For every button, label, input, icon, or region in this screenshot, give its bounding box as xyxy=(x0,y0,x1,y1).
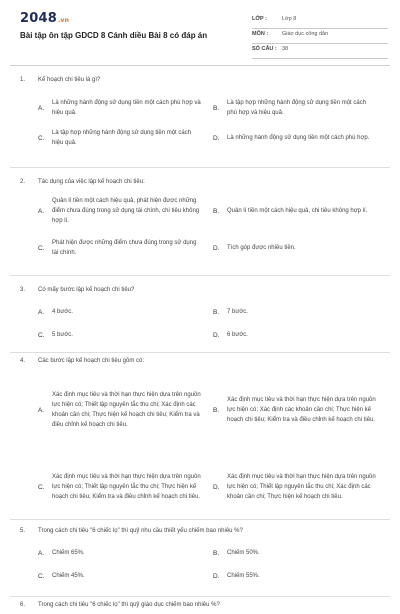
question-6 xyxy=(0,600,400,614)
question-3 xyxy=(0,285,400,347)
question-text: Tác dụng của việc lập kế hoạch chi tiêu: xyxy=(38,179,145,185)
option-text: Là những hành động sử dụng tiền một cách phù hợp. xyxy=(227,135,370,141)
option-letter: D. xyxy=(213,572,220,580)
question-2 xyxy=(0,177,400,267)
question-number: 3. xyxy=(20,287,26,293)
option-grid xyxy=(38,95,388,151)
meta-value: Lớp 8 xyxy=(282,16,297,22)
option-text: Là những hành động sử dụng tiền một cách phù hợp và hiệu quả. xyxy=(52,100,201,116)
option-text: Chiếm 45%. xyxy=(52,573,85,579)
option-grid xyxy=(38,305,388,342)
question-divider xyxy=(10,352,390,353)
option-letter: A. xyxy=(38,406,45,414)
option-d[interactable] xyxy=(213,456,388,518)
option-d[interactable] xyxy=(213,569,388,583)
meta-key: SỐ CÂU : xyxy=(252,46,277,52)
option-letter: A. xyxy=(38,549,45,557)
option-letter: C. xyxy=(38,134,45,142)
option-letter: D. xyxy=(213,244,220,252)
option-b[interactable] xyxy=(213,95,388,121)
meta-value: 38 xyxy=(282,46,289,52)
option-c[interactable] xyxy=(38,569,213,583)
option-b[interactable] xyxy=(213,305,388,319)
question-divider xyxy=(10,275,390,276)
option-letter: D. xyxy=(213,483,220,491)
option-c[interactable] xyxy=(38,456,213,518)
option-text: Chiếm 55%. xyxy=(227,573,260,579)
option-text: Là tập hợp những hành động sử dụng tiền một cách hiệu quả. xyxy=(52,130,192,146)
option-d[interactable] xyxy=(213,125,388,151)
meta-key: LỚP : xyxy=(252,16,267,22)
meta-table xyxy=(252,14,388,59)
question-text: Kế hoạch chi tiêu là gì? xyxy=(38,77,101,83)
option-c[interactable] xyxy=(38,125,213,151)
page-title: Bài tập ôn tập GDCD 8 Cánh diều Bài 8 có đáp án xyxy=(20,31,208,40)
question-1 xyxy=(0,75,400,153)
option-text: 4 bước. xyxy=(52,309,73,315)
option-text: Là tập hợp những hành động sử dụng tiền một cách phù hợp và hiệu quả. xyxy=(227,100,367,116)
option-text: Quản lí tiền một cách hiệu quả, chi tiêu không hợp lí. xyxy=(227,208,368,214)
option-text: 6 bước. xyxy=(227,332,248,338)
question-5 xyxy=(0,526,400,590)
option-text: Xác định mục tiêu và thời hạn thực hiện dựa trên nguồn lực hiện có; Thiết lập nguyên tắc thu chi; Thực hiện kế hoạch chi tiêu; Kiểm tra và điều chỉnh kế hoạch chi tiêu. xyxy=(52,474,201,500)
option-text: Phát hiện được những điểm chưa đúng trong sử dụng tài chính. xyxy=(52,240,197,256)
option-letter: C. xyxy=(38,483,45,491)
option-letter: B. xyxy=(213,104,220,112)
question-number: 4. xyxy=(20,358,26,364)
option-text: Xác định mục tiêu và thời hạn thực hiện dựa trên nguồn lực hiện có; Thiết lập nguyên tắc thu chi; Xác định các khoản cần chi; Thực hiện kế hoạch chi tiêu; Kiểm tra và điều chỉnh kế hoạch chi tiêu. xyxy=(52,392,201,428)
question-text: Có mấy bước lập kế hoạch chi tiêu? xyxy=(38,287,135,293)
option-letter: B. xyxy=(213,207,220,215)
option-grid xyxy=(38,193,388,261)
question-4 xyxy=(0,356,400,514)
question-list xyxy=(0,75,400,614)
question-number: 5. xyxy=(20,528,26,534)
question-text: Các bước lập kế hoạch chi tiêu gồm có: xyxy=(38,358,145,364)
question-text: Trong cách chi tiêu "6 chiếc lọ" thì quỹ nhu cầu thiết yếu chiếm bao nhiêu %? xyxy=(38,528,243,534)
option-text: Chiếm 50%. xyxy=(227,550,260,556)
header-divider xyxy=(10,65,390,66)
option-grid xyxy=(38,546,388,583)
option-letter: B. xyxy=(213,308,220,316)
option-b[interactable] xyxy=(213,374,388,446)
option-letter: B. xyxy=(213,406,220,414)
option-d[interactable] xyxy=(213,328,388,342)
meta-row-class xyxy=(252,14,388,29)
question-number: 2. xyxy=(20,179,26,185)
option-letter: D. xyxy=(213,134,220,142)
option-b[interactable] xyxy=(213,546,388,560)
option-text: Tích góp được nhiều tiền. xyxy=(227,245,296,251)
option-text: 5 bước. xyxy=(52,332,73,338)
option-c[interactable] xyxy=(38,235,213,261)
option-letter: C. xyxy=(38,244,45,252)
question-number: 6. xyxy=(20,602,26,608)
question-divider xyxy=(10,519,390,520)
option-text: 7 bước. xyxy=(227,309,248,315)
option-text: Xác định mục tiêu và thời hạn thực hiện dựa trên nguồn lực hiện có; Thiết lập nguyên tắc thu chi; Xác định các khoản cần chi; Thực hiện kế hoạch chi tiêu. xyxy=(227,474,376,500)
question-number: 1. xyxy=(20,77,26,83)
logo-text: 2048 xyxy=(20,11,57,26)
option-c[interactable] xyxy=(38,328,213,342)
option-letter: A. xyxy=(38,308,45,316)
logo-suffix: .vn xyxy=(57,17,70,24)
option-a[interactable] xyxy=(38,546,213,560)
option-text: Quản lí tiền một cách hiệu quả, phát hiện được những điểm chưa đúng trong sử dụng tài chính, chi tiêu không hợp lí. xyxy=(52,198,200,224)
meta-key: MÔN : xyxy=(252,31,269,37)
option-a[interactable] xyxy=(38,193,213,229)
meta-row-subject xyxy=(252,29,388,44)
option-a[interactable] xyxy=(38,374,213,446)
option-text: Chiếm 65%. xyxy=(52,550,85,556)
option-letter: A. xyxy=(38,104,45,112)
option-a[interactable] xyxy=(38,305,213,319)
question-divider xyxy=(10,167,390,168)
option-a[interactable] xyxy=(38,95,213,121)
site-logo[interactable] xyxy=(20,11,69,26)
option-letter: A. xyxy=(38,207,45,215)
option-letter: C. xyxy=(38,572,45,580)
option-letter: B. xyxy=(213,549,220,557)
question-divider xyxy=(10,596,390,597)
option-text: Xác định mục tiêu và thời hạn thực hiện dựa trên nguồn lực hiện có; Xác định các khoản cần chi; Thực hiện kế hoạch chi tiêu; Kiểm tra và điều chỉnh kế hoạch chi tiêu. xyxy=(227,397,376,423)
question-text: Trong cách chi tiêu "6 chiếc lọ" thì quỹ giáo dục chiếm bao nhiêu %? xyxy=(38,602,220,608)
header xyxy=(0,0,400,64)
meta-row-count xyxy=(252,44,388,59)
option-b[interactable] xyxy=(213,193,388,229)
meta-value: Giáo dục công dân xyxy=(282,31,329,37)
option-letter: D. xyxy=(213,331,220,339)
option-grid xyxy=(38,374,388,518)
option-letter: C. xyxy=(38,331,45,339)
option-d[interactable] xyxy=(213,235,388,261)
